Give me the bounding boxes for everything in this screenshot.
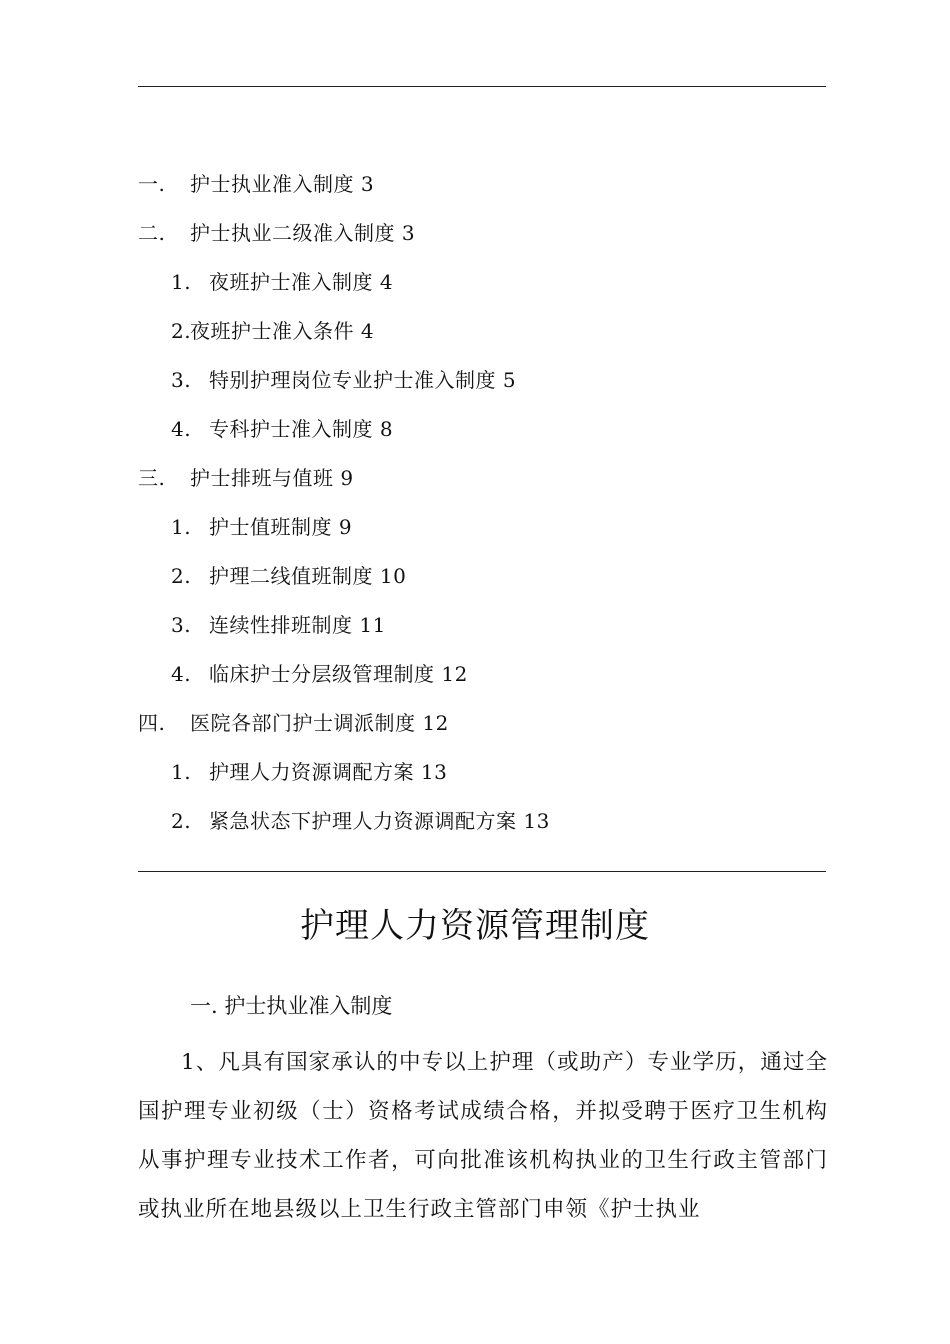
toc-item[interactable] xyxy=(0,260,950,309)
toc-text: 护理人力资源调配方案 13 xyxy=(209,760,448,784)
toc-item[interactable] xyxy=(0,799,950,848)
toc-item[interactable] xyxy=(0,407,950,456)
section-divider xyxy=(138,871,826,872)
toc-number: 3. xyxy=(171,613,192,637)
toc-number: 三. xyxy=(138,466,166,490)
page-title: 护理人力资源管理制度 xyxy=(300,906,650,946)
toc-number: 1. xyxy=(171,270,192,294)
toc-number: 二. xyxy=(138,221,166,245)
toc-item[interactable] xyxy=(0,309,950,358)
toc-item[interactable] xyxy=(0,554,950,603)
toc-number: 2. xyxy=(171,809,192,833)
body-paragraph: 1、凡具有国家承认的中专以上护理（或助产）专业学历，通过全国护理专业初级（士）资格考试成绩合格，并拟受聘于医疗卫生机构从事护理专业技术工作者，可向批准该机构执业的卫生行政主管部门或执业所在地县级以上卫生行政主管部门申领《护士执业 xyxy=(138,1050,828,1222)
toc-text: 护士值班制度 9 xyxy=(209,515,353,539)
toc-text: 特别护理岗位专业护士准入制度 5 xyxy=(209,368,517,392)
toc-item[interactable] xyxy=(0,456,950,505)
toc-text: 护理二线值班制度 10 xyxy=(209,564,407,588)
toc-number: 1. xyxy=(171,515,192,539)
toc-text: 连续性排班制度 11 xyxy=(209,613,386,637)
toc-text: 专科护士准入制度 8 xyxy=(209,417,394,441)
toc-text: 临床护士分层级管理制度 12 xyxy=(209,662,468,686)
toc-item[interactable] xyxy=(0,162,950,211)
toc-number: 四. xyxy=(138,711,166,735)
toc-item[interactable] xyxy=(0,505,950,554)
toc-number: 4. xyxy=(171,417,192,441)
top-divider xyxy=(138,86,826,87)
toc-number: 1. xyxy=(171,760,192,784)
toc-text: 护士执业准入制度 3 xyxy=(190,172,375,196)
toc-item[interactable] xyxy=(0,358,950,407)
toc-item[interactable] xyxy=(0,211,950,260)
table-of-contents xyxy=(0,162,950,848)
section-heading: 一. 护士执业准入制度 xyxy=(190,994,393,1018)
toc-text: 夜班护士准入制度 4 xyxy=(209,270,394,294)
toc-item[interactable] xyxy=(0,652,950,701)
toc-number: 3. xyxy=(171,368,192,392)
toc-text: 护士排班与值班 9 xyxy=(190,466,354,490)
toc-number: 2. xyxy=(171,319,192,343)
toc-number: 4. xyxy=(171,662,192,686)
toc-item[interactable] xyxy=(0,603,950,652)
toc-item[interactable] xyxy=(0,750,950,799)
toc-text: 护士执业二级准入制度 3 xyxy=(190,221,416,245)
toc-item[interactable] xyxy=(0,701,950,750)
toc-text: 夜班护士准入条件 4 xyxy=(190,319,375,343)
toc-number: 一. xyxy=(138,172,166,196)
toc-number: 2. xyxy=(171,564,192,588)
toc-text: 紧急状态下护理人力资源调配方案 13 xyxy=(209,809,550,833)
toc-text: 医院各部门护士调派制度 12 xyxy=(190,711,449,735)
